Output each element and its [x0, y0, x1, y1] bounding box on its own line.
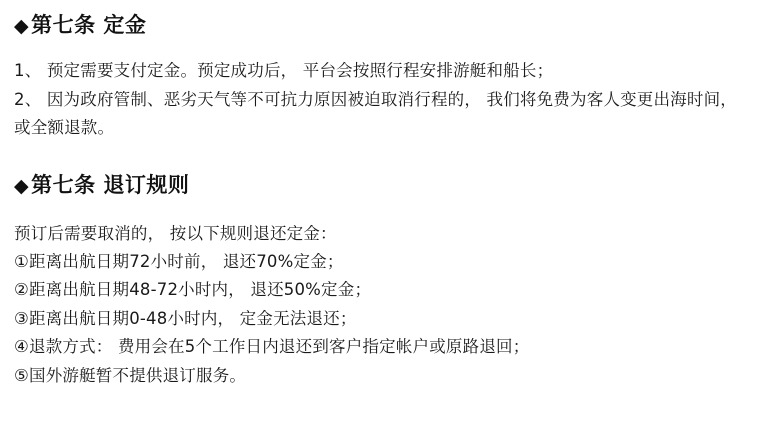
section-deposit: [14, 12, 756, 142]
deposit-item-1: 1、 预定需要支付定金。预定成功后， 平台会按照行程安排游艇和船长；: [14, 61, 554, 81]
refund-rule-2: ②距离出航日期48-72小时内， 退还50%定金；: [14, 280, 372, 300]
refund-body: [14, 220, 756, 390]
diamond-bullet-icon: ◆: [14, 175, 30, 198]
deposit-item-2: 2、 因为政府管制、恶劣天气等不可抗力原因被迫取消行程的， 我们将免费为客人变更出海时间， 或全额退款。: [14, 89, 743, 138]
refund-heading-text: 第七条 退订规则: [31, 173, 190, 198]
deposit-heading: [14, 12, 756, 39]
diamond-bullet-icon: ◆: [14, 15, 30, 37]
deposit-heading-text: 第七条 定金: [31, 13, 147, 37]
refund-rule-3: ③距离出航日期0-48小时内， 定金无法退还；: [14, 308, 357, 328]
refund-heading: [14, 172, 756, 199]
refund-rule-1: ①距离出航日期72小时前， 退还70%定金；: [14, 252, 344, 272]
section-refund: [14, 172, 756, 390]
refund-intro: 预订后需要取消的， 按以下规则退还定金：: [14, 223, 337, 243]
refund-rule-5: ⑤国外游艇暂不提供退订服务。: [14, 365, 247, 385]
deposit-body: [14, 57, 756, 142]
refund-rule-4: ④退款方式： 费用会在5个工作日内退还到客户指定帐户或原路退回；: [14, 337, 530, 357]
